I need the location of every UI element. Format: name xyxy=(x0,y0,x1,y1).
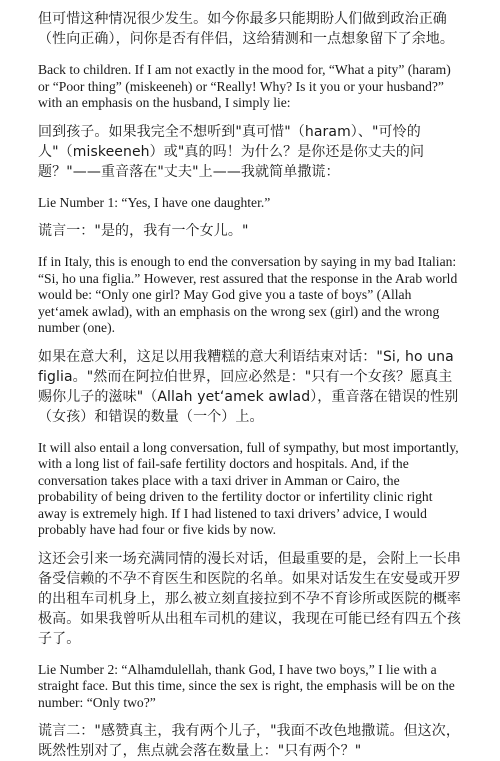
paragraph-zh-2: 回到孩子。如果我完全不想听到"真可惜"（haram）、"可怜的人"（miskeeneh）或"真的吗！为什么？是你还是你丈夫的问题？"——重音落在"丈夫"上——我就简单撒谎： xyxy=(38,123,425,180)
paragraph-gap xyxy=(38,49,462,62)
paragraph-en-5: Lie Number 2: “Alhamdulellah, thank God, I have two boys,” I lie with a straight face. But this time, since the sex is right, the emphasis will be on the number: “Only two?” xyxy=(38,661,455,710)
paragraph-gap xyxy=(38,649,462,662)
paragraph-zh-4: 如果在意大利，这足以用我糟糕的意大利语结束对话："Si, ho una figlia。"然而在阿拉伯世界，回应必然是："只有一个女孩？愿真主赐你儿子的滋味"（Allah yet‘amek awlad），重音落在错误的性别（女孩）和错误的数量（一个）上。 xyxy=(38,348,459,425)
paragraph-zh-1: 但可惜这种情况很少发生。如今你最多只能期盼人们做到政治正确（性向正确），问你是否有伴侣，这给猜测和一点想象留下了余地。 xyxy=(38,11,454,47)
paragraph-gap xyxy=(38,112,462,122)
paragraph-gap xyxy=(38,337,462,347)
paragraph-gap xyxy=(38,539,462,549)
paragraph-en-2: Lie Number 1: “Yes, I have one daughter.” xyxy=(38,194,271,210)
paragraph-zh-6: 谎言二："感赞真主，我有两个儿子，"我面不改色地撒谎。但这次，既然性别对了，焦点就会落在数量上："只有两个？" xyxy=(38,723,460,759)
paragraph-en-3: If in Italy, this is enough to end the conversation by saying in my bad Italian: “Si, ho una figlia.” However, rest assured that the response in the Arab world would be: “Only one girl? May God give you a taste of boys” (Allah yet‘amek awlad), with an emphasis on the wrong sex (girl) and the wrong number (one). xyxy=(38,254,458,335)
paragraph-zh-5: 这还会引来一场充满同情的漫长对话，但最重要的是，会附上一长串备受信赖的不孕不育医生和医院的名单。如果对话发生在安曼或开罗的出租车司机身上，那么被立刻直接拉到不孕不育诊所或医院的概率极高。如果我曾听从出租车司机的建议，我现在可能已经有四五个孩子了。 xyxy=(38,550,461,647)
paragraph-gap xyxy=(38,211,462,221)
paragraph-gap xyxy=(38,241,462,254)
paragraph-en-1: Back to children. If I am not exactly in the mood for, “What a pity” (haram) or “Poor thing” (miskeeneh) or “Really! Why? Is it you or your husband?” with an emphasis on the husband, I simply lie: xyxy=(38,62,451,110)
paragraph-gap xyxy=(38,427,462,440)
paragraph-gap xyxy=(38,711,462,721)
paragraph-en-4: It will also entail a long conversation, full of sympathy, but most importantly, with a long list of fail-safe fertility doctors and hospitals. And, if the conversation takes place with a taxi driver in Amman or Cairo, the probability of being driven to the fertility doctor or infertility clinic right away is extremely high. If I had listened to taxi drivers’ advice, I would probably have had four or five kids by now. xyxy=(38,439,459,537)
paragraph-zh-3: 谎言一："是的，我有一个女儿。" xyxy=(38,223,249,239)
paragraph-gap xyxy=(38,182,462,195)
